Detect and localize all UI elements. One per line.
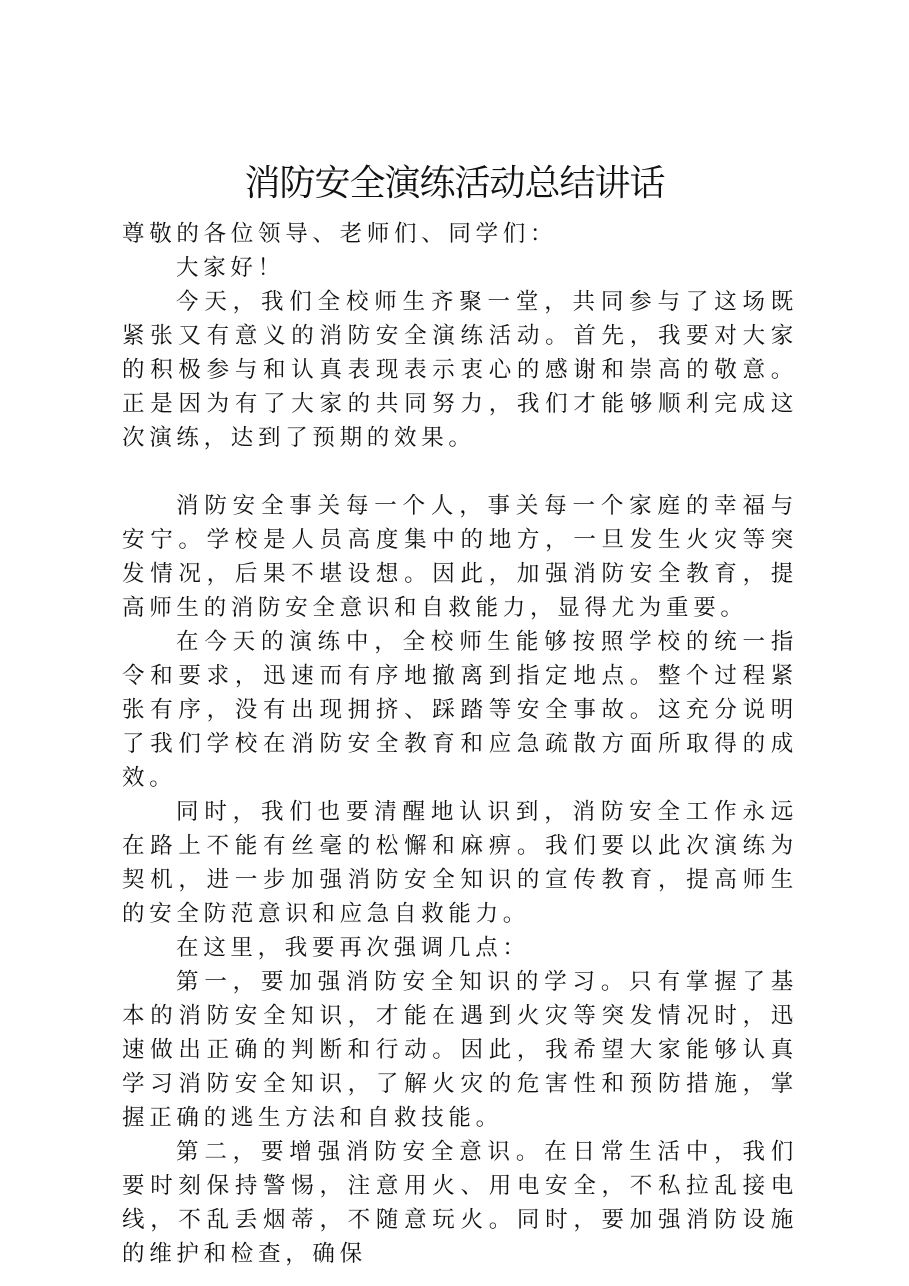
paragraph-opening: 今天，我们全校师生齐聚一堂，共同参与了这场既紧张又有意义的消防安全演练活动。首先，我要对大家的积极参与和认真表现表示衷心的感谢和崇高的敬意。正是因为有了大家的共同努力，我们才能够顺利完成这次演练，达到了预期的效果。 (122, 289, 798, 451)
paragraph-vigilance: 同时，我们也要清醒地认识到，消防安全工作永远在路上不能有丝毫的松懈和麻痹。我们要以此次演练为契机，进一步加强消防安全知识的宣传教育，提高师生的安全防范意识和应急自救能力。 (122, 799, 798, 927)
document-body (122, 217, 798, 1271)
salutation: 尊敬的各位领导、老师们、同学们： (122, 221, 558, 247)
greeting: 大家好！ (176, 255, 285, 281)
paragraph-emphasis-intro: 在这里，我要再次强调几点： (176, 935, 530, 961)
paragraph-point-two: 第二，要增强消防安全意识。在日常生活中，我们要时刻保持警惕，注意用火、用电安全，不私拉乱接电线，不乱丢烟蒂，不随意玩火。同时，要加强消防设施的维护和检查，确保 (122, 1139, 798, 1267)
paragraph-point-one: 第一，要加强消防安全知识的学习。只有掌握了基本的消防安全知识，才能在遇到火灾等突发情况时，迅速做出正确的判断和行动。因此，我希望大家能够认真学习消防安全知识，了解火灾的危害性和预防措施，掌握正确的逃生方法和自救技能。 (122, 969, 798, 1131)
document-title: 消防安全演练活动总结讲话 (244, 163, 665, 204)
paragraph-importance: 消防安全事关每一个人，事关每一个家庭的幸福与安宁。学校是人员高度集中的地方，一旦发生火灾等突发情况，后果不堪设想。因此，加强消防安全教育，提高师生的消防安全意识和自救能力，显得尤为重要。 (122, 493, 798, 621)
paragraph-drill-review: 在今天的演练中，全校师生能够按照学校的统一指令和要求，迅速而有序地撤离到指定地点。整个过程紧张有序，没有出现拥挤、踩踏等安全事故。这充分说明了我们学校在消防安全教育和应急疏散方面所取得的成效。 (122, 629, 798, 791)
